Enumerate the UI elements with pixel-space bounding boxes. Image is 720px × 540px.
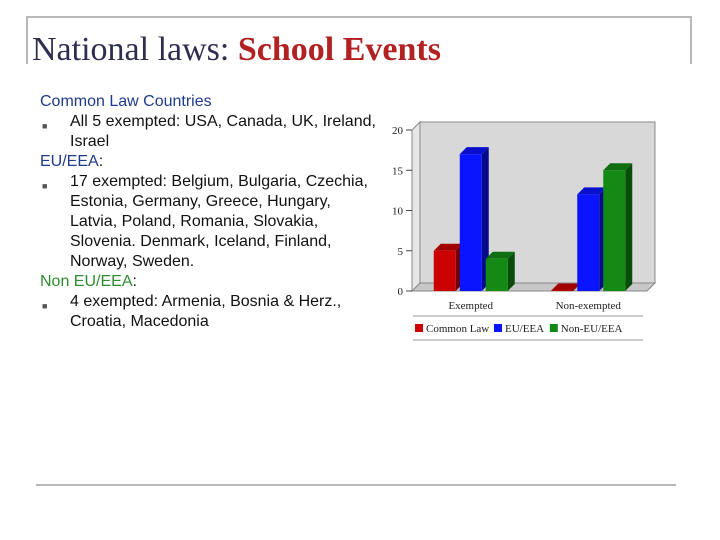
non-eu-eea-header-colon: :: [132, 273, 137, 290]
bar: [603, 170, 625, 291]
eu-eea-header-colon: :: [98, 153, 104, 170]
legend-label: Common Law: [426, 323, 490, 335]
slide-body: [40, 92, 380, 332]
plot-side-wall: [412, 122, 420, 291]
non-eu-eea-header: Non EU/EEA: [40, 273, 133, 290]
frame-top-rule: [26, 16, 692, 18]
bullet-marker-icon: ■: [42, 181, 48, 191]
bar-side: [625, 163, 632, 291]
frame-bottom-rule: [36, 484, 676, 486]
bar: [577, 194, 599, 291]
title-emphasis: School Events: [237, 31, 441, 68]
slide-title: [32, 30, 441, 70]
bullet-marker-icon: ■: [42, 301, 48, 311]
common-law-header: Common Law Countries: [40, 93, 212, 110]
bar: [551, 291, 573, 292]
legend-swatch: [550, 324, 558, 332]
common-law-lead: All 5 exempted: [70, 113, 176, 130]
x-category-label: Non-exempted: [555, 300, 621, 312]
eu-eea-header: EU/EEA: [40, 153, 99, 170]
bar: [434, 251, 456, 291]
y-tick-label: 5: [397, 245, 403, 258]
legend-swatch: [494, 324, 502, 332]
common-law-bullet: [40, 112, 380, 152]
legend-label: Non-EU/EEA: [560, 323, 623, 335]
non-eu-eea-bullet: [40, 292, 380, 332]
y-tick-label: 20: [392, 125, 403, 137]
non-eu-eea-header-line: [40, 272, 380, 292]
y-tick-label: 15: [392, 165, 403, 178]
x-category-label: Exempted: [448, 300, 494, 312]
frame-right-rule: [690, 16, 692, 64]
eu-eea-lead: 17 exempted: [70, 173, 163, 190]
non-eu-eea-countries: : Armenia, Bosnia & Herz., Croatia, Macedonia: [70, 293, 342, 330]
legend-label: EU/EEA: [505, 323, 545, 335]
frame-left-rule: [26, 16, 28, 64]
bar-chart: [375, 110, 665, 360]
non-eu-eea-lead: 4 exempted: [70, 293, 154, 310]
eu-eea-countries: : Belgium, Bulgaria, Czechia, Estonia, Germany, Greece, Hungary, Latvia, Poland, Romania, Slovakia, Slovenia. Denmark, Iceland, Finland, Norway, Sweden.: [70, 173, 368, 270]
bar: [486, 259, 508, 291]
bar: [460, 154, 482, 291]
eu-eea-header-line: [40, 152, 380, 172]
y-tick-label: 10: [392, 205, 403, 218]
common-law-countries: : USA, Canada, UK, Ireland, Israel: [70, 113, 376, 150]
title-plain: National laws:: [32, 31, 230, 68]
y-tick-label: 0: [397, 286, 403, 298]
eu-eea-bullet: [40, 172, 380, 272]
bullet-marker-icon: ■: [42, 121, 48, 131]
legend-swatch: [415, 324, 423, 332]
